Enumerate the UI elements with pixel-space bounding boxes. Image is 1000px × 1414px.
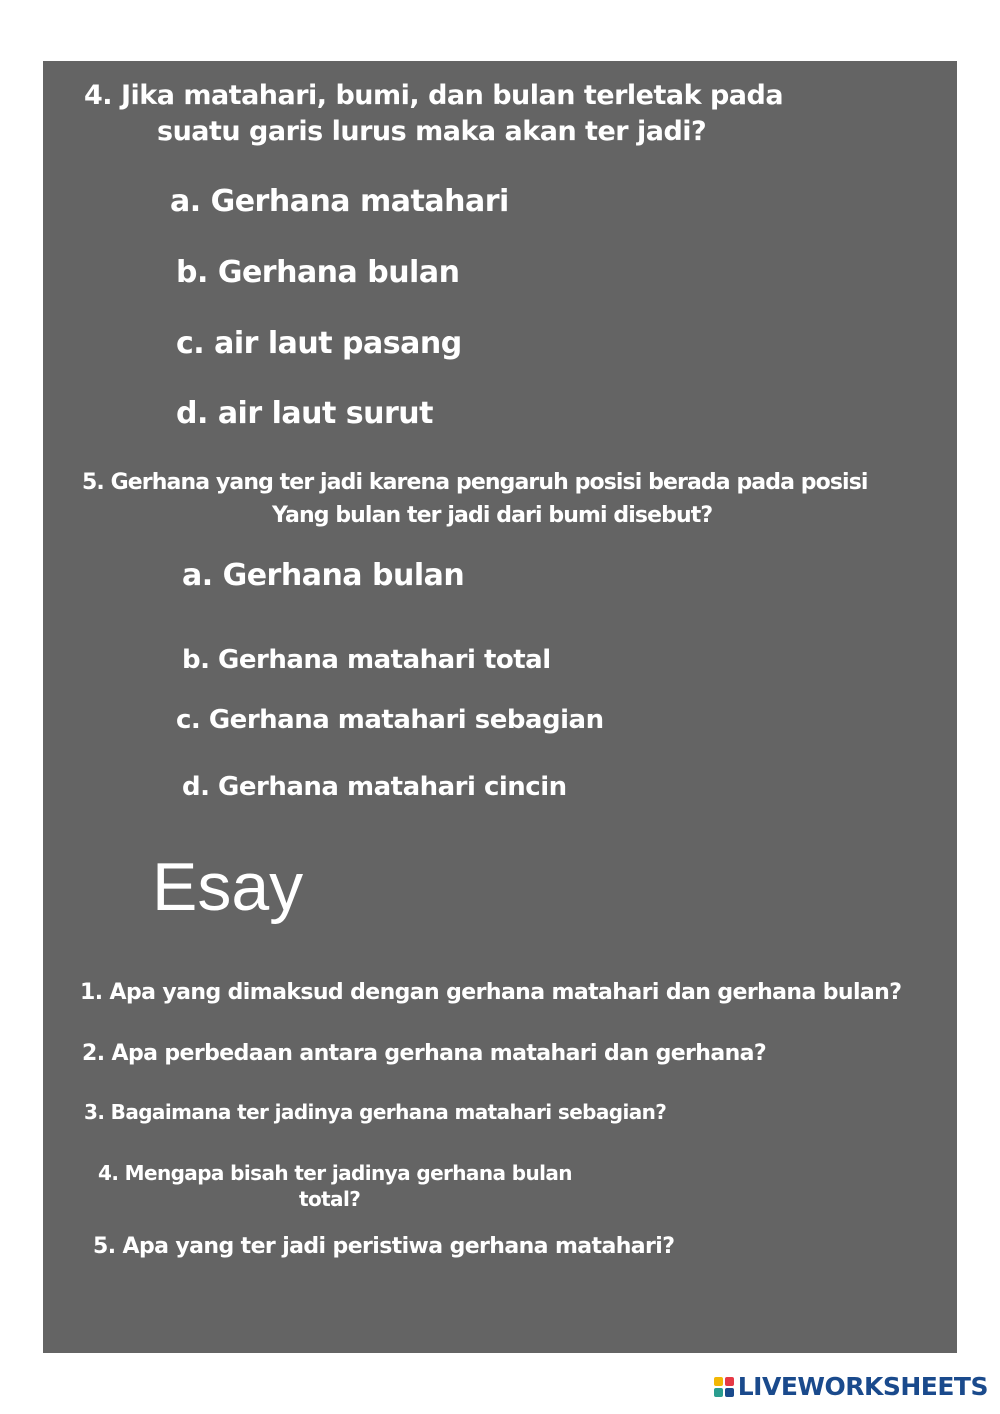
essay-question-2: 2. Apa perbedaan antara gerhana matahari dan gerhana? (82, 1041, 767, 1066)
question-5-option-b[interactable]: b. Gerhana matahari total (182, 645, 551, 675)
question-4-option-b[interactable]: b. Gerhana bulan (176, 255, 460, 290)
question-5-line-2: Yang bulan ter jadi dari bumi disebut? (272, 503, 713, 528)
liveworksheets-logo-icon (714, 1377, 734, 1397)
question-5-option-a[interactable]: a. Gerhana bulan (182, 558, 465, 593)
question-4-option-a[interactable]: a. Gerhana matahari (170, 184, 509, 219)
question-4-line-1: 4. Jika matahari, bumi, dan bulan terletak pada (84, 80, 784, 111)
liveworksheets-brand (714, 1372, 988, 1401)
question-5-option-c[interactable]: c. Gerhana matahari sebagian (176, 705, 604, 735)
essay-question-4-line-2: total? (299, 1187, 361, 1211)
question-4-option-c[interactable]: c. air laut pasang (176, 326, 462, 361)
question-5-line-1: 5. Gerhana yang ter jadi karena pengaruh posisi berada pada posisi (82, 470, 868, 495)
essay-question-5: 5. Apa yang ter jadi peristiwa gerhana matahari? (93, 1234, 675, 1259)
essay-question-3: 3. Bagaimana ter jadinya gerhana matahari sebagian? (84, 1100, 667, 1124)
question-4-line-2: suatu garis lurus maka akan ter jadi? (157, 116, 707, 147)
essay-question-1: 1. Apa yang dimaksud dengan gerhana matahari dan gerhana bulan? (80, 980, 902, 1005)
question-4-option-d[interactable]: d. air laut surut (176, 396, 433, 431)
essay-heading: Esay (152, 849, 304, 925)
essay-question-4-line-1: 4. Mengapa bisah ter jadinya gerhana bulan (98, 1161, 572, 1185)
question-5-option-d[interactable]: d. Gerhana matahari cincin (182, 772, 567, 802)
liveworksheets-wordmark: LIVEWORKSHEETS (737, 1372, 988, 1401)
